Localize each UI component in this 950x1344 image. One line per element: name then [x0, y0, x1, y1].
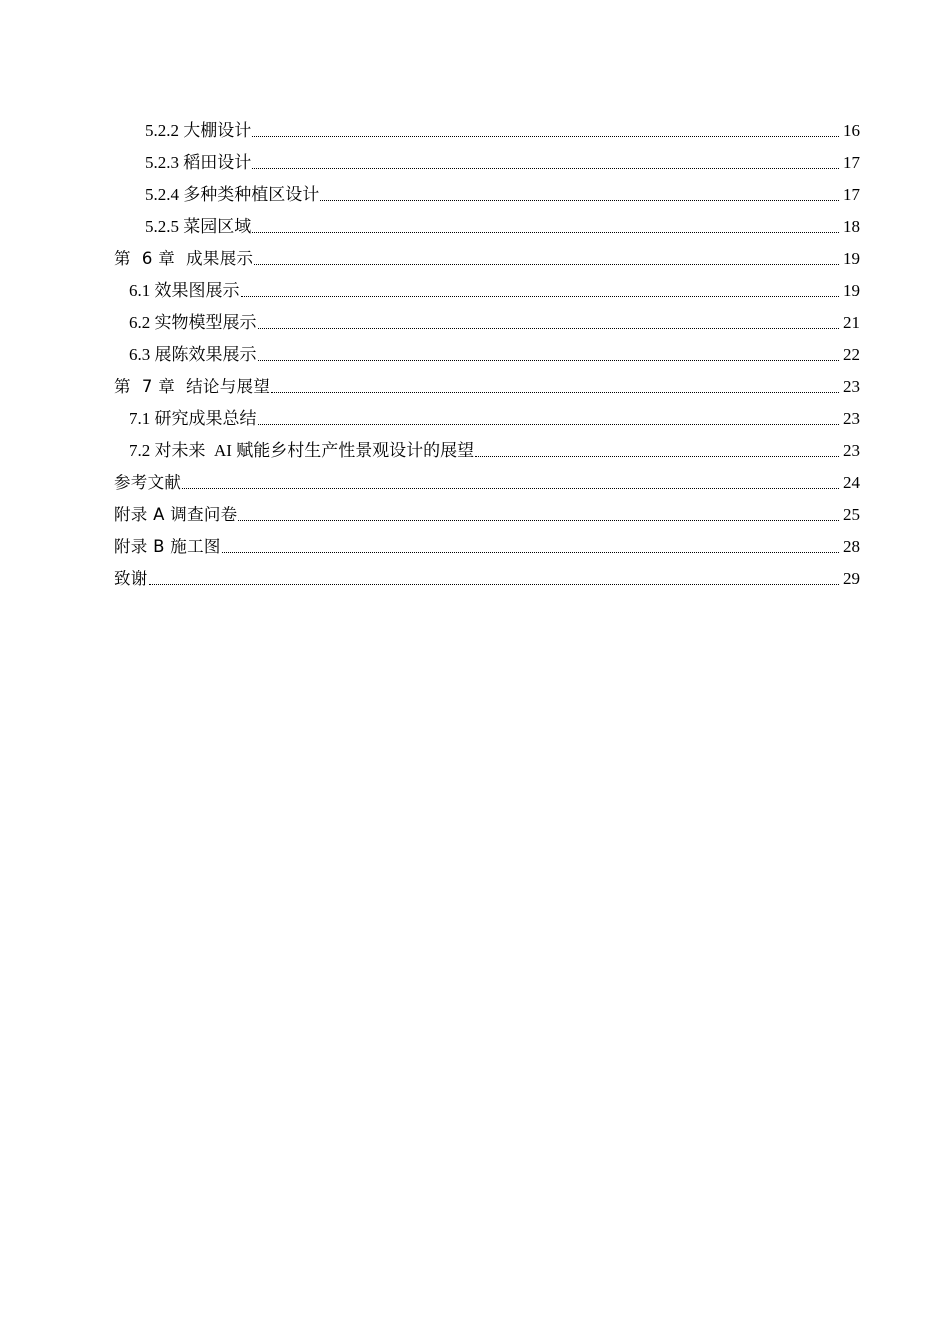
toc-entry-page: 23: [843, 409, 860, 428]
toc-entry-label: 5.2.5 菜园区域: [145, 217, 252, 236]
toc-entry-label: 5.2.2 大棚设计: [145, 121, 252, 140]
toc-entry-page: 17: [843, 185, 860, 204]
dot-leader: [241, 296, 840, 297]
toc-entry-label: 第 6 章 成果展示: [114, 249, 254, 268]
toc-entry-appendix-b[interactable]: [114, 530, 860, 562]
dot-leader: [252, 232, 839, 233]
dot-leader: [258, 328, 840, 329]
toc-entry-page: 23: [843, 377, 860, 396]
toc-entry-7-2[interactable]: [114, 434, 860, 466]
dot-leader: [258, 424, 840, 425]
toc-entry-page: 25: [843, 505, 860, 524]
toc-entry-label: 6.2 实物模型展示: [129, 313, 257, 332]
toc-entry-page: 29: [843, 569, 860, 588]
toc-entry-6-1[interactable]: [114, 274, 860, 306]
toc-entry-7-1[interactable]: [114, 402, 860, 434]
dot-leader: [320, 200, 839, 201]
toc-entry-5-2-2[interactable]: [114, 114, 860, 146]
toc-entry-page: 23: [843, 441, 860, 460]
dot-leader: [252, 168, 839, 169]
toc-entry-label: 致谢: [114, 569, 148, 588]
toc-entry-6-2[interactable]: [114, 306, 860, 338]
toc-entry-appendix-a[interactable]: [114, 498, 860, 530]
toc-entry-label: 5.2.4 多种类种植区设计: [145, 185, 320, 204]
dot-leader: [222, 552, 839, 553]
dot-leader: [252, 136, 839, 137]
toc-entry-5-2-4[interactable]: [114, 178, 860, 210]
dot-leader: [254, 264, 839, 265]
toc-entry-5-2-3[interactable]: [114, 146, 860, 178]
dot-leader: [149, 584, 839, 585]
toc-entry-references[interactable]: [114, 466, 860, 498]
toc-entry-label: 5.2.3 稻田设计: [145, 153, 252, 172]
dot-leader: [258, 360, 840, 361]
toc-entry-label: 6.3 展陈效果展示: [129, 345, 257, 364]
toc-entry-5-2-5[interactable]: [114, 210, 860, 242]
toc-entry-chapter-6[interactable]: [114, 242, 860, 274]
toc-entry-page: 22: [843, 345, 860, 364]
dot-leader: [271, 392, 839, 393]
toc-entry-acknowledgements[interactable]: [114, 562, 860, 594]
toc-entry-label: 7.1 研究成果总结: [129, 409, 257, 428]
toc-entry-label: 第 7 章 结论与展望: [114, 377, 271, 396]
dot-leader: [238, 520, 839, 521]
toc-entry-label: 附录 A 调查问卷: [114, 505, 238, 524]
toc-entry-chapter-7[interactable]: [114, 370, 860, 402]
toc-entry-page: 19: [843, 281, 860, 300]
toc-entry-label: 7.2 对未来 AI 赋能乡村生产性景观设计的展望: [129, 441, 475, 460]
toc-entry-page: 17: [843, 153, 860, 172]
toc-entry-label: 参考文献: [114, 473, 182, 492]
toc-entry-page: 18: [843, 217, 860, 236]
toc-entry-page: 21: [843, 313, 860, 332]
toc-entry-page: 28: [843, 537, 860, 556]
toc-entry-page: 24: [843, 473, 860, 492]
toc-entry-page: 19: [843, 249, 860, 268]
toc-entry-6-3[interactable]: [114, 338, 860, 370]
table-of-contents: [114, 114, 860, 594]
toc-entry-label: 6.1 效果图展示: [129, 281, 240, 300]
toc-entry-page: 16: [843, 121, 860, 140]
dot-leader: [182, 488, 839, 489]
toc-entry-label: 附录 B 施工图: [114, 537, 221, 556]
dot-leader: [475, 456, 839, 457]
